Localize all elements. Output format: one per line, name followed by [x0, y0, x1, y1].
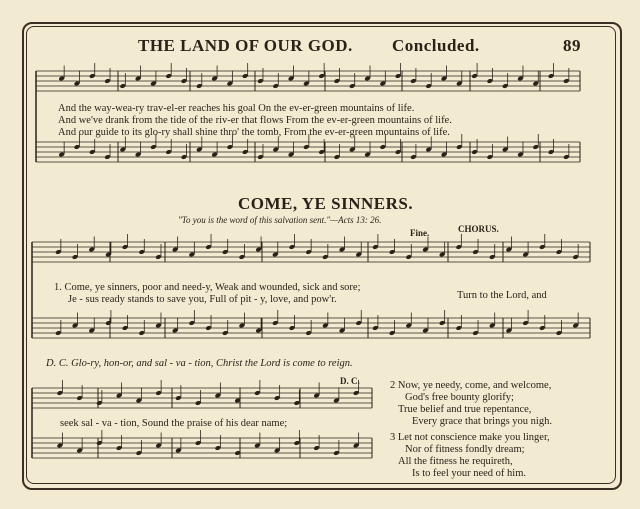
verse-line-1: 1. Come, ye sinners, poor and need-y, Weak and wounded, sick and sore;: [54, 282, 361, 293]
dc-mark: D. C.: [340, 376, 360, 386]
verse-line-2: Je - sus ready stands to save you, Full of pit - y, love, and pow'r.: [68, 294, 337, 305]
concluded-label: Concluded.: [392, 36, 480, 55]
verse2-line-3: True belief and true repentance,: [398, 404, 532, 415]
verse3-line-3: All the fitness he requireth,: [398, 456, 513, 467]
dc-line: D. C. Glo-ry, hon-or, and sal - va - tion, Christ the Lord is come to reign.: [46, 358, 353, 369]
hymn-title: THE LAND OF OUR GOD.: [138, 36, 353, 55]
fine-mark: Fine.: [410, 228, 430, 238]
verse2-line-1: 2 Now, ye needy, come, and welcome,: [390, 380, 552, 391]
lyric-line-3: And our guide to its glo-ry shall shine thro' the tomb, From the ev-er-green mountains of life.: [58, 127, 450, 138]
lyric-line-2: And we've drank from the tide of the riv-er that flows From the ev-er-green mountains of life.: [58, 115, 452, 126]
song-title: COME, YE SINNERS.: [238, 194, 414, 213]
chorus-line-1: Turn to the Lord, and: [457, 290, 547, 301]
seek-line: seek sal - va - tion, Sound the praise of his dear name;: [60, 418, 288, 429]
verse3-line-2: Nor of fitness fondly dream;: [405, 444, 525, 455]
epigraph: "To you is the word of this salvation sent."—Acts 13: 26.: [178, 215, 382, 225]
chorus-mark: CHORUS.: [458, 224, 499, 234]
verse2-line-4: Every grace that brings you nigh.: [412, 416, 552, 427]
verse3-line-1: 3 Let not conscience make you linger,: [390, 432, 550, 443]
page-number: 89: [563, 36, 581, 55]
verse3-line-4: Is to feel your need of him.: [412, 468, 527, 479]
verse2-line-2: God's free bounty glorify;: [405, 392, 514, 403]
lyric-line-1: And the way-wea-ry trav-el-er reaches his goal On the ev-er-green mountains of life.: [58, 103, 415, 114]
